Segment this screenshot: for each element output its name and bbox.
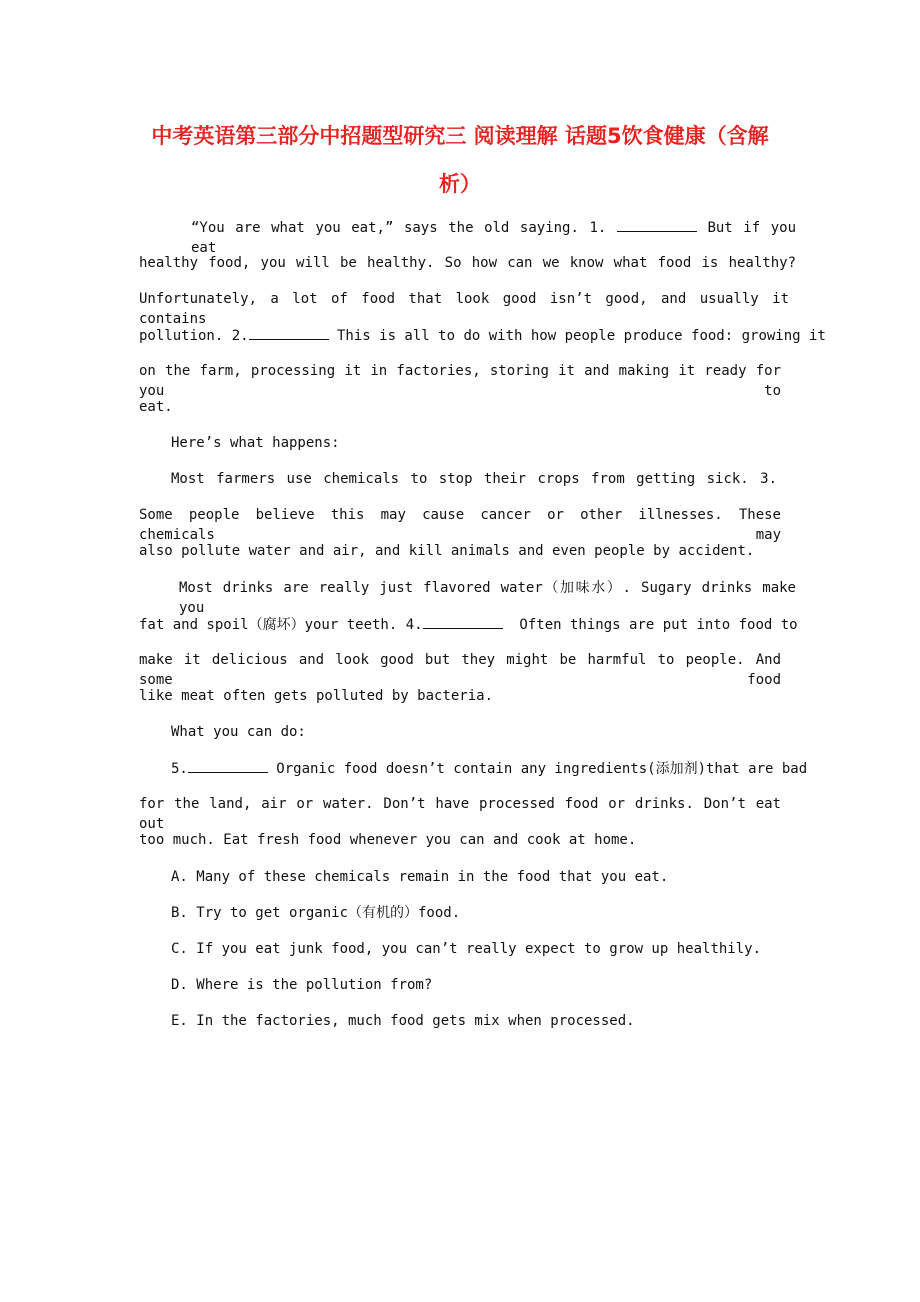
answer-blank-2[interactable]: [249, 325, 329, 340]
paragraph-3-line-2: fat and spoil（腐坏）your teeth. 4. Often things are put into food to: [139, 614, 798, 635]
paragraph-2-line-1: Most farmers use chemicals to stop their crops from getting sick. 3.: [171, 471, 777, 487]
answer-blank-5[interactable]: [188, 758, 268, 773]
option-e: E. In the factories, much food gets mix when processed.: [171, 1013, 635, 1029]
section-heading-happens: Here’s what happens:: [171, 435, 340, 451]
paragraph-4-line-3: too much. Eat fresh food whenever you can and cook at home.: [139, 832, 637, 848]
option-b: B. Try to get organic（有机的）food.: [171, 905, 461, 921]
paragraph-1-line-3: Unfortunately, a lot of food that look good isn’t good, and usually it contains: [139, 291, 789, 327]
paragraph-1-line-6: eat.: [139, 399, 173, 415]
paragraph-3-line-3: make it delicious and look good but they might be harmful to people. And some food: [139, 652, 781, 688]
option-a: A. Many of these chemicals remain in the food that you eat.: [171, 869, 669, 885]
paragraph-4-line-2: for the land, air or water. Don’t have processed food or drinks. Don’t eat out: [139, 796, 781, 832]
paragraph-1-line-5: on the farm, processing it in factories, storing it and making it ready for you to: [139, 363, 781, 399]
paragraph-2-line-3: also pollute water and air, and kill animals and even people by accident.: [139, 543, 755, 559]
paragraph-2-line-2: Some people believe this may cause cancer or other illnesses. These chemicals may: [139, 507, 781, 543]
answer-blank-1[interactable]: [617, 217, 697, 232]
section-heading-can-do: What you can do:: [171, 724, 306, 740]
document-title-line-1: 中考英语第三部分中招题型研究三 阅读理解 话题5饮食健康（含解: [151, 124, 769, 148]
paragraph-3-line-1: Most drinks are really just flavored water（加味水）. Sugary drinks make you: [179, 580, 796, 616]
paragraph-3-line-4: like meat often gets polluted by bacteria.: [139, 688, 494, 704]
option-c: C. If you eat junk food, you can’t really expect to grow up healthily.: [171, 941, 762, 957]
answer-blank-4[interactable]: [423, 614, 503, 629]
paragraph-1-line-1: “You are what you eat,” says the old saying. 1. But if you eat: [139, 217, 796, 258]
paragraph-4-line-1: 5. Organic food doesn’t contain any ingredients(添加剂)that are bad: [171, 758, 807, 779]
paragraph-1-line-4: pollution. 2. This is all to do with how people produce food: growing it: [139, 325, 826, 346]
paragraph-1-line-2: healthy food, you will be healthy. So how can we know what food is healthy?: [139, 255, 796, 271]
option-d: D. Where is the pollution from?: [171, 977, 433, 993]
document-title-line-2: 析）: [439, 172, 481, 196]
